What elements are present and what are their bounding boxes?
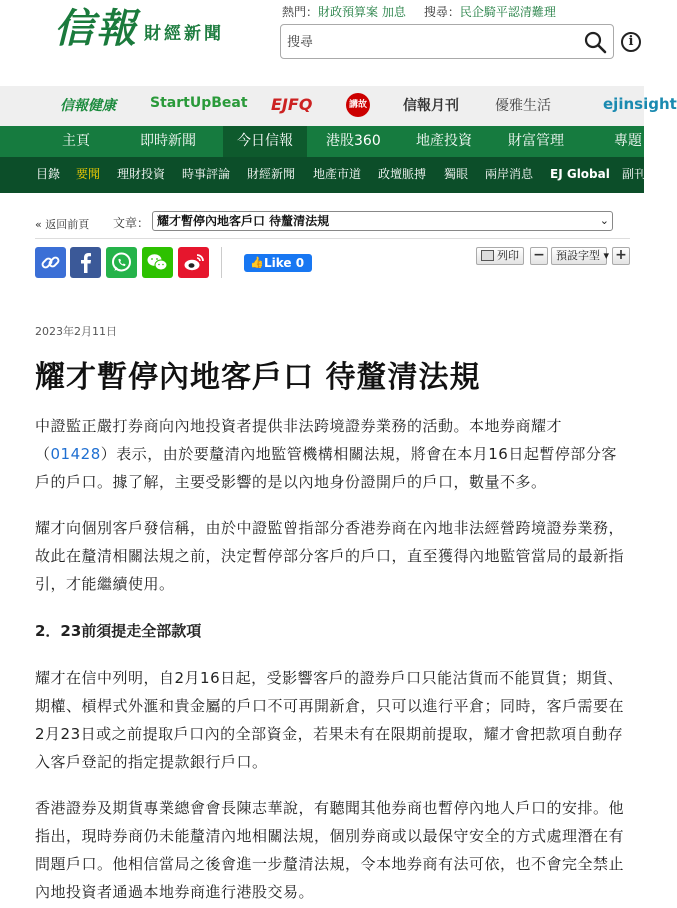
- search-icon[interactable]: [583, 30, 607, 54]
- subnav-cross-strait[interactable]: 兩岸消息: [485, 167, 534, 181]
- subnav-one-eye[interactable]: 獨眼: [444, 167, 469, 181]
- partner-health[interactable]: 信報健康: [60, 98, 116, 114]
- article-paragraph-3: 耀才在信中列明，自2月16日起，受影響客戶的證券戶口只能沽貨而不能買貨；期貨、期權、槓桿式外滙和貴金屬的戶口不可再開新倉，只可以進行平倉；同時，客戶需要在2月23日或之前提取戶口內的全部資金，若果未有在限期前提取，耀才會把款項自動存入客戶登記的指定提款銀行戶口。: [35, 669, 625, 771]
- wechat-share-button[interactable]: [142, 247, 173, 278]
- p1-part-b: ）表示，由於要釐清內地監管機構相關法規，將會在本月16日起暫停部分客戶的戶口。據了解，主要受影響的是以內地身份證開戶的戶口，數量不多。: [35, 445, 617, 491]
- hot-link[interactable]: 財政預算案 加息: [318, 5, 406, 19]
- back-link[interactable]: « 返回前頁: [35, 218, 90, 231]
- facebook-share-button[interactable]: [70, 247, 101, 278]
- partner-monthly[interactable]: 信報月刊: [403, 98, 459, 114]
- article-date: 2023年2月11日: [35, 325, 117, 338]
- whatsapp-icon: [106, 247, 137, 278]
- link-icon: [35, 247, 66, 278]
- print-label: 列印: [497, 249, 519, 262]
- partner-ejinsight[interactable]: ejinsight: [603, 95, 677, 113]
- nav-home[interactable]: 主頁: [62, 133, 90, 149]
- facebook-like-button[interactable]: [244, 254, 312, 272]
- article-title: 耀才暫停內地客戶口 待釐清法規: [35, 360, 481, 395]
- info-icon[interactable]: i: [621, 32, 641, 52]
- article-select-value: 耀才暫停內地客戶口 待釐清法規: [157, 214, 330, 228]
- search-box: [280, 24, 614, 59]
- whatsapp-share-button[interactable]: [106, 247, 137, 278]
- nav-features[interactable]: 專題: [614, 133, 642, 149]
- subnav-politics[interactable]: 政壇脈搏: [378, 167, 427, 181]
- sub-nav: [0, 157, 647, 193]
- wechat-icon: [142, 247, 173, 278]
- hot-label: 熱門：: [282, 5, 319, 19]
- weibo-icon: [178, 247, 209, 278]
- subnav-headlines[interactable]: 要聞: [76, 167, 101, 181]
- article-paragraph-2: 耀才向個別客戶發信稱，由於中證監曾指部分香港券商在內地非法經營跨境證券業務，故此在釐清相關法規之前，決定暫停部分客戶的戶口，直至獲得內地監管當局的最新指引，才能繼續使用。: [35, 519, 625, 593]
- main-nav: [0, 126, 644, 157]
- facebook-icon: [70, 247, 101, 278]
- subnav-commentary[interactable]: 時事評論: [182, 167, 231, 181]
- site-logo[interactable]: [54, 6, 224, 52]
- site-header: [0, 0, 644, 86]
- font-decrease-button[interactable]: −: [530, 247, 548, 265]
- partner-startupbeat[interactable]: StartUpBeat: [150, 95, 248, 111]
- subnav-finance[interactable]: 理財投資: [117, 167, 166, 181]
- search-topic-label: 搜尋：: [423, 5, 460, 19]
- back-link-label: 返回前頁: [45, 218, 90, 231]
- article-select[interactable]: [152, 211, 613, 231]
- nav-hk-stocks[interactable]: 港股360: [326, 133, 381, 149]
- logo-main-text: 信報: [54, 5, 138, 52]
- partner-ejfq[interactable]: EJFQ: [271, 95, 313, 114]
- hot-topics-row: [282, 3, 556, 20]
- subnav-property-market[interactable]: 地產市道: [313, 167, 362, 181]
- font-increase-button[interactable]: +: [612, 247, 630, 265]
- subnav-financial-news[interactable]: 財經新聞: [247, 167, 296, 181]
- weibo-share-button[interactable]: [178, 247, 209, 278]
- subnav-ej-global[interactable]: EJ Global: [550, 167, 610, 181]
- article-subhead: 2．23前須提走全部款項: [35, 622, 202, 640]
- subnav-index[interactable]: 目錄: [36, 167, 61, 181]
- subnav-supplement[interactable]: 副刊: [622, 167, 647, 181]
- article-paragraph-1: [35, 412, 630, 496]
- print-button[interactable]: [476, 247, 524, 265]
- stock-code-link[interactable]: 01428: [50, 445, 101, 463]
- nav-today[interactable]: 今日信報: [223, 126, 307, 157]
- chevron-down-icon: ⌄: [599, 214, 609, 227]
- nav-property[interactable]: 地產投資: [416, 133, 472, 149]
- partner-bar: [0, 86, 677, 126]
- partner-story-logo[interactable]: 講故: [346, 93, 370, 117]
- p1-part-a: 中證監正嚴打券商向內地投資者提供非法跨境證券業務的活動。本地券商耀才（: [35, 417, 563, 463]
- share-divider: [221, 247, 222, 278]
- logo-sub-text: 財經新聞: [144, 24, 224, 44]
- printer-icon: [481, 250, 494, 261]
- article-select-label: 文章：: [113, 216, 150, 230]
- copy-link-button[interactable]: [35, 247, 66, 278]
- thumbs-up-icon: 👍: [250, 256, 264, 269]
- nav-wealth[interactable]: 財富管理: [508, 133, 564, 149]
- font-preset-button[interactable]: 預設字型 ▾: [551, 247, 607, 265]
- nav-instant-news[interactable]: 即時新聞: [140, 133, 196, 149]
- font-preset-label: 預設字型: [556, 249, 600, 262]
- divider: [35, 238, 630, 239]
- article-paragraph-4: 香港證券及期貨專業總會會長陳志華說，有聽聞其他券商也暫停內地人戶口的安排。他指出，現時券商仍未能釐清內地相關法規，個別券商或以最保守安全的方式處理潛在有問題戶口。他相信當局之後會進一步釐清法規，令本地券商有法可依，也不會完全禁止內地投資者通過本地券商進行港股交易。: [35, 799, 625, 901]
- search-topic-link[interactable]: 民企騎平認清難理: [459, 5, 556, 19]
- search-input[interactable]: [287, 31, 577, 53]
- like-count-label: Like 0: [264, 256, 305, 270]
- partner-elegant-life[interactable]: 優雅生活: [495, 98, 551, 114]
